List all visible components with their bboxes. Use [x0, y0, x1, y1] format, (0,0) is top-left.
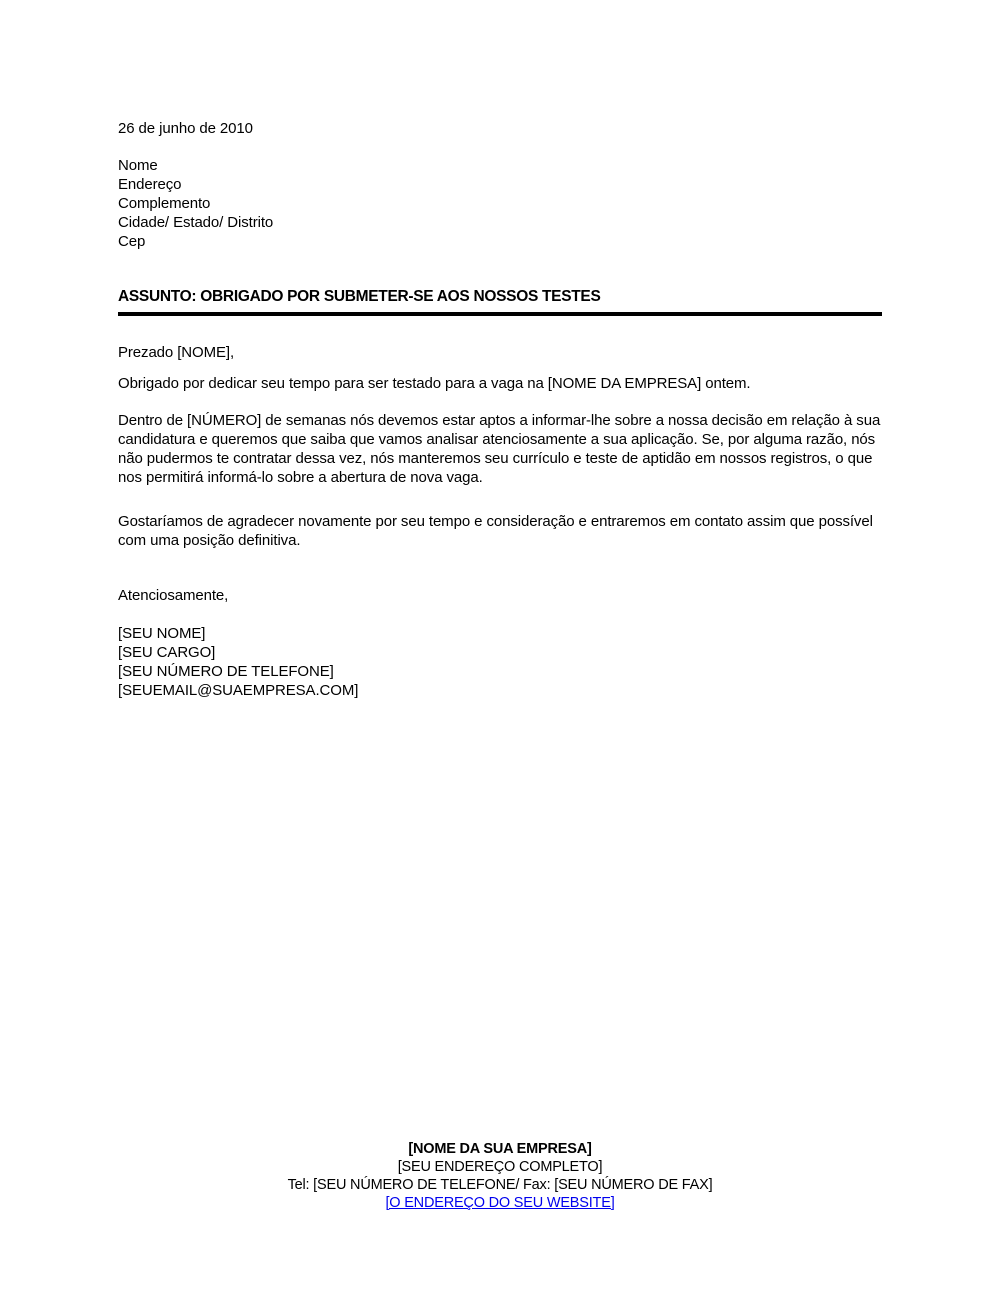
footer-company-name: [NOME DA SUA EMPRESA] — [408, 1141, 592, 1157]
closing-salutation: Atenciosamente, — [118, 587, 229, 604]
signature-name: [SEU NOME] — [118, 625, 206, 642]
body-paragraph-2: Dentro de [NÚMERO] de semanas nós devemos estar aptos a informar-lhe sobre a nossa decisão em relação à sua candidatura e queremos que saiba que vamos analisar atenciosamente a sua aplicação. Se, por alguma razão, nós não pudermos te contratar dessa vez, nós manteremos seu currículo e teste de aptidão em nossos registros, o que nos permitirá informá-lo sobre a abertura de nova vaga. — [118, 412, 881, 486]
signature-phone: [SEU NÚMERO DE TELEFONE] — [118, 663, 334, 680]
body-paragraph-1: Obrigado por dedicar seu tempo para ser testado para a vaga na [NOME DA EMPRESA] ontem. — [118, 375, 751, 392]
body-paragraph-3: Gostaríamos de agradecer novamente por seu tempo e consideração e entraremos em contato assim que possível com uma posição definitiva. — [118, 513, 873, 549]
recipient-city-state: Cidade/ Estado/ Distrito — [118, 214, 274, 231]
recipient-name: Nome — [118, 157, 158, 174]
signature-title: [SEU CARGO] — [118, 644, 216, 661]
recipient-zip: Cep — [118, 233, 146, 250]
recipient-street: Endereço — [118, 176, 182, 193]
subject-divider-rule — [118, 312, 882, 316]
signature-email: [SEUEMAIL@SUAEMPRESA.COM] — [118, 682, 359, 699]
salutation: Prezado [NOME], — [118, 344, 235, 361]
letter-date: 26 de junho de 2010 — [118, 120, 253, 137]
recipient-complement: Complemento — [118, 195, 211, 212]
footer-website-link[interactable]: [O ENDEREÇO DO SEU WEBSITE] — [385, 1195, 615, 1211]
subject-line: ASSUNTO: OBRIGADO POR SUBMETER-SE AOS NOSSOS TESTES — [118, 288, 601, 305]
recipient-address-block — [118, 156, 882, 251]
footer-phone-fax: Tel: [SEU NÚMERO DE TELEFONE/ Fax: [SEU NÚMERO DE FAX] — [287, 1177, 713, 1193]
footer-address: [SEU ENDEREÇO COMPLETO] — [397, 1159, 603, 1175]
letter-footer — [0, 1140, 1000, 1212]
signature-block — [118, 624, 882, 700]
